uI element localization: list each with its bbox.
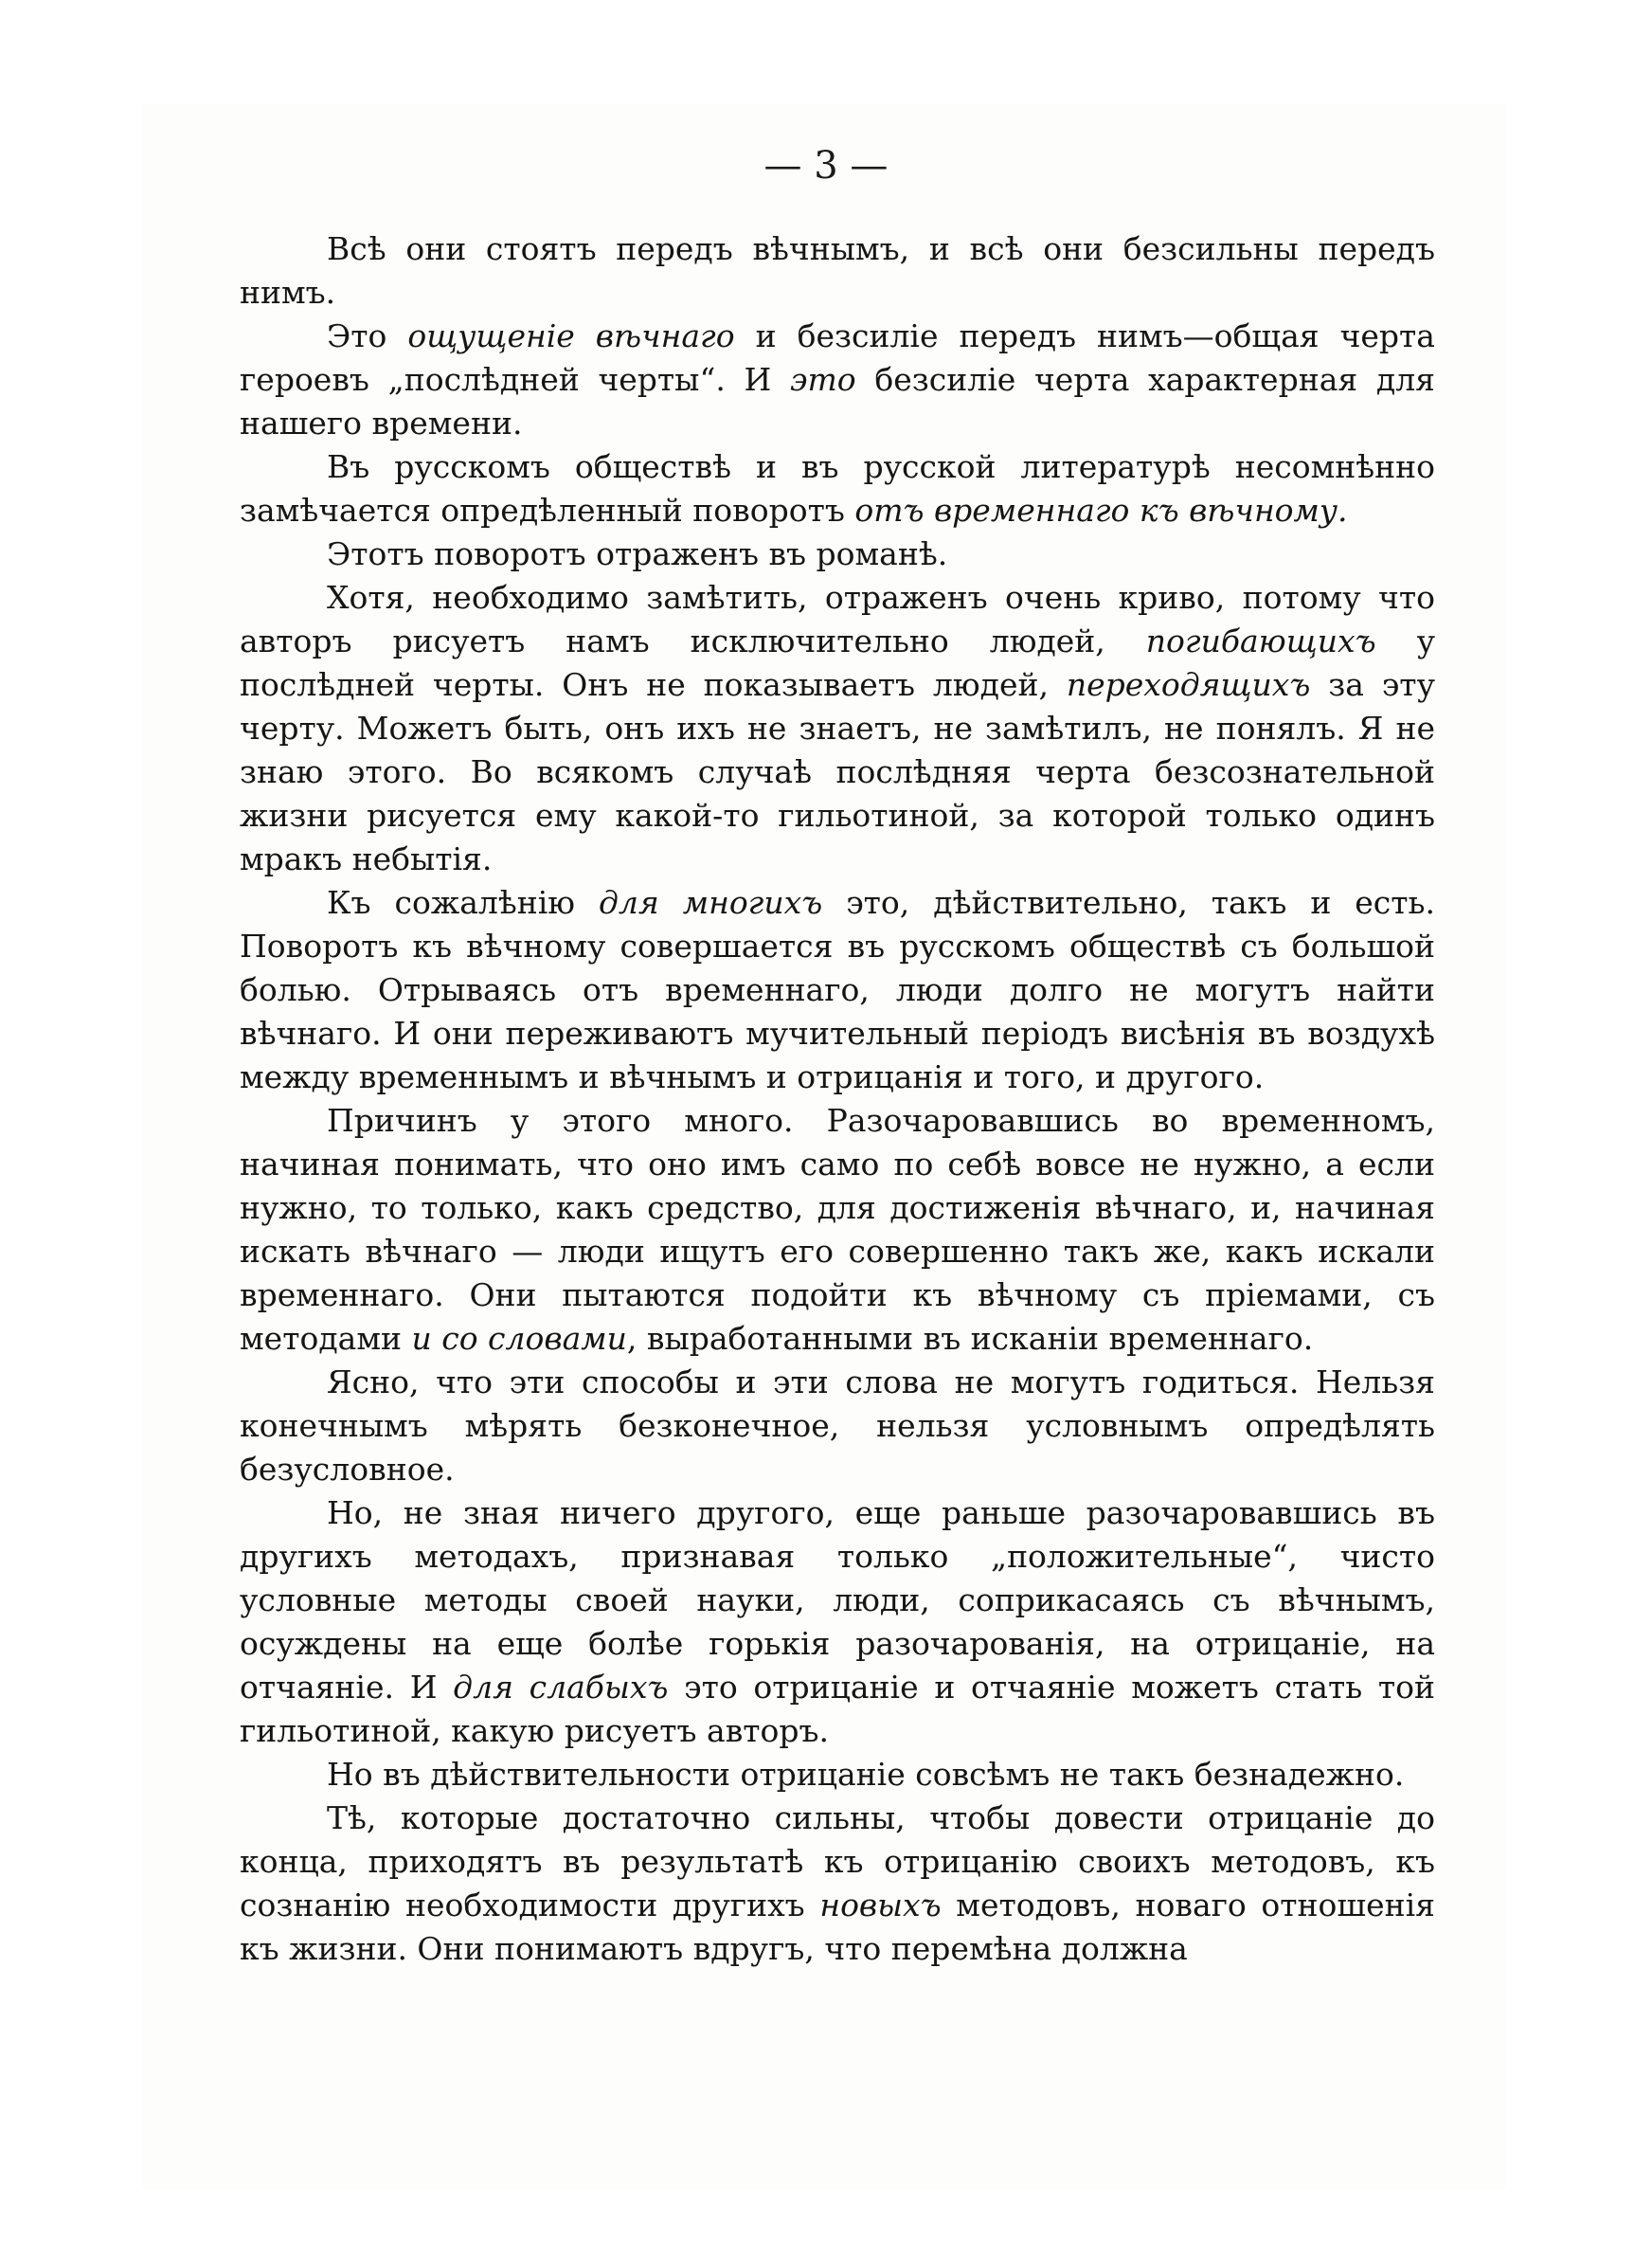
text-run: Но въ дѣйствительности отрицаніе совсѣмъ не такъ безнадежно. [327,1756,1405,1793]
italic-text: погибающихъ [1145,623,1376,659]
text-run: , выработанными въ исканіи временнаго. [626,1320,1314,1357]
text-run: Къ сожалѣнію [327,884,599,921]
italic-text: для слабыхъ [453,1669,669,1706]
italic-text: и со словами [411,1320,627,1357]
text-run: Въ русскомъ обществѣ и въ русской литературѣ несомнѣнно замѣчается опредѣленный поворотъ [240,448,1435,529]
paragraph [240,1491,1435,1753]
text-run: Но, не зная ничего другого, еще раньше разочаровавшись въ другихъ методахъ, признавая только „положительные“, чисто условные методы своей науки, люди, соприкасаясь съ вѣчнымъ, осуждены на еще болѣе горькія разочарованія, на отрицаніе, на отчаяніе. И [240,1494,1435,1706]
text-run: Этотъ поворотъ отраженъ въ романѣ. [327,535,948,572]
paragraph [240,881,1435,1099]
body-text [240,227,1435,1971]
text-run: у послѣдней черты. Онъ не показываетъ людей, [240,623,1435,703]
paragraph [240,445,1435,533]
text-run: Тѣ, которые достаточно сильны, чтобы довести отрицаніе до конца, приходятъ въ результатѣ къ отрицанію своихъ методовъ, къ сознанію необходимости другихъ [240,1799,1435,1923]
text-run: Это [327,317,408,354]
italic-text: переходящихъ [1066,666,1311,703]
text-run: Ясно, что эти способы и эти слова не могутъ годиться. Нельзя конечнымъ мѣрять безконечное, нельзя условнымъ опредѣлять безусловное. [240,1363,1435,1488]
text-run: Хотя, необходимо замѣтить, отраженъ очень криво, потому что авторъ рисуетъ намъ исключительно людей, [240,579,1435,659]
paragraph [240,1797,1435,1971]
text-run: Всѣ они стоятъ передъ вѣчнымъ, и всѣ они безсильны передъ нимъ. [240,230,1435,311]
paragraph [240,533,1435,576]
text-run: методовъ, новаго отношенія къ жизни. Они понимаютъ вдругъ, что перемѣна должна [240,1887,1435,1967]
text-run: Причинъ у этого много. Разочаровавшись во временномъ, начиная понимать, что оно имъ само по себѣ вовсе не нужно, а если нужно, то только, какъ средство, для достиженія вѣчнаго, и, начиная искать вѣчнаго — люди ищутъ его совершенно такъ же, какъ искали временнаго. Они пытаются подойти къ вѣчному съ пріемами, съ методами [240,1102,1435,1357]
text-run: за эту черту. Можетъ быть, онъ ихъ не знаетъ, не замѣтилъ, не понялъ. Я не знаю этого. Во всякомъ случаѣ послѣдняя черта безсознательной жизни рисуется ему какой-то гильотиной, за которой только одинъ мракъ небытія. [240,666,1435,877]
italic-text: отъ временнаго къ вѣчному. [854,492,1348,529]
text-run: это, дѣйствительно, такъ и есть. Поворотъ къ вѣчному совершается въ русскомъ обществѣ съ большой болью. Отрываясь отъ временнаго, люди долго не могутъ найти вѣчнаго. И они переживаютъ мучительный періодъ висѣнія въ воздухѣ между временнымъ и вѣчнымъ и отрицанія и того, и другого. [240,884,1435,1095]
paragraph [240,227,1435,315]
text-run: это отрицаніе и отчаяніе можетъ стать той гильотиной, какую рисуетъ авторъ. [240,1669,1436,1749]
italic-text: ощущеніе вѣчнаго [407,317,735,354]
italic-text: новыхъ [819,1887,942,1923]
paragraph [240,1753,1435,1797]
paragraph [240,1099,1435,1361]
paragraph [240,1361,1435,1491]
text-run: и безсиліе передъ нимъ—общая черта героевъ „послѣдней черты“. И [240,317,1435,398]
italic-text: это [790,361,856,398]
italic-text: для многихъ [598,884,823,921]
page-number: — 3 — [763,144,889,188]
text-run: безсиліе черта характерная для нашего времени. [240,361,1435,442]
paragraph [240,576,1435,881]
paragraph [240,315,1435,445]
